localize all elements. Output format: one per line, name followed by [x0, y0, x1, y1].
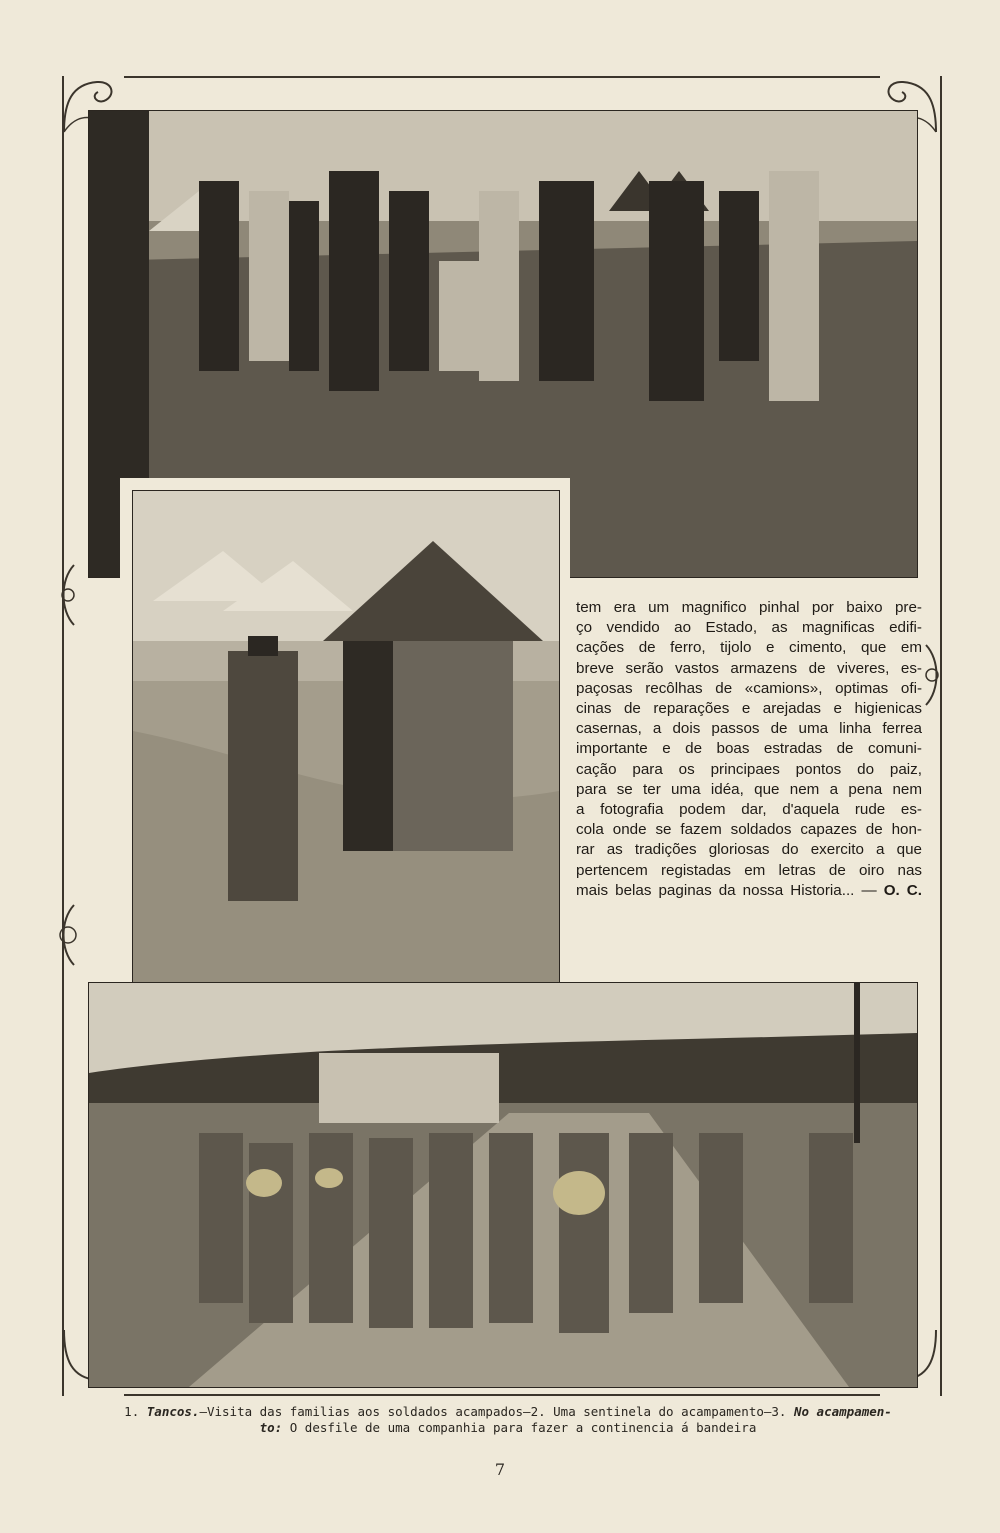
text-line: a fotografia podem dar, d'aquela rude es- — [576, 801, 922, 819]
photo-caption — [108, 1404, 908, 1436]
caption-place: Tancos. — [146, 1404, 200, 1419]
text-line: cações de ferro, tijolo e cimento, que em — [576, 639, 922, 657]
text-line: tem era um magnifico pinhal por baixo pre- — [576, 599, 922, 616]
text-line: para se ter uma idéa, que nem a pena nem — [576, 780, 922, 798]
text-line: paçosas recôlhas de «camions», optimas ofi- — [576, 679, 922, 697]
text-line: cola onde se fazem soldados capazes de hon- — [576, 821, 922, 839]
photo-company-parade — [88, 982, 918, 1388]
text-line: breve serão vastos armazens de viveres, es- — [576, 659, 922, 677]
caption-title-3: No acampamen- — [793, 1404, 892, 1419]
text-last-words: mais belas paginas da nossa Historia... — — [576, 881, 877, 899]
caption-text-1: —Visita das familias aos soldados acampados—2. Uma sentinela do acampamento—3. — [199, 1404, 787, 1419]
text-line: cinas de reparações e arejadas e higienicas — [576, 700, 922, 718]
caption-title-3-cont: to: — [259, 1420, 283, 1435]
text-line-last — [576, 881, 922, 901]
text-line: casernas, a dois passos de uma linha ferrea — [576, 720, 922, 738]
text-line: ço vendido ao Estado, as magnificas edifi- — [576, 619, 922, 637]
text-line: pertencem registadas em letras de oiro nas — [576, 861, 922, 879]
scroll-ornament-icon — [40, 900, 110, 970]
text-line: rar as tradições gloriosas do exercito a que — [576, 841, 922, 859]
caption-number: 1. — [124, 1404, 140, 1419]
text-line: cação para os principaes pontos do paiz, — [576, 760, 922, 778]
text-line: importante e de boas estradas de comuni- — [576, 740, 922, 758]
caption-text-3: O desfile de uma companhia para fazer a continencia á bandeira — [289, 1420, 757, 1435]
page-number: 7 — [494, 1460, 506, 1479]
author-signature: O. C. — [883, 881, 922, 899]
photo-camp-sentry — [120, 478, 570, 1004]
article-text — [576, 598, 922, 901]
